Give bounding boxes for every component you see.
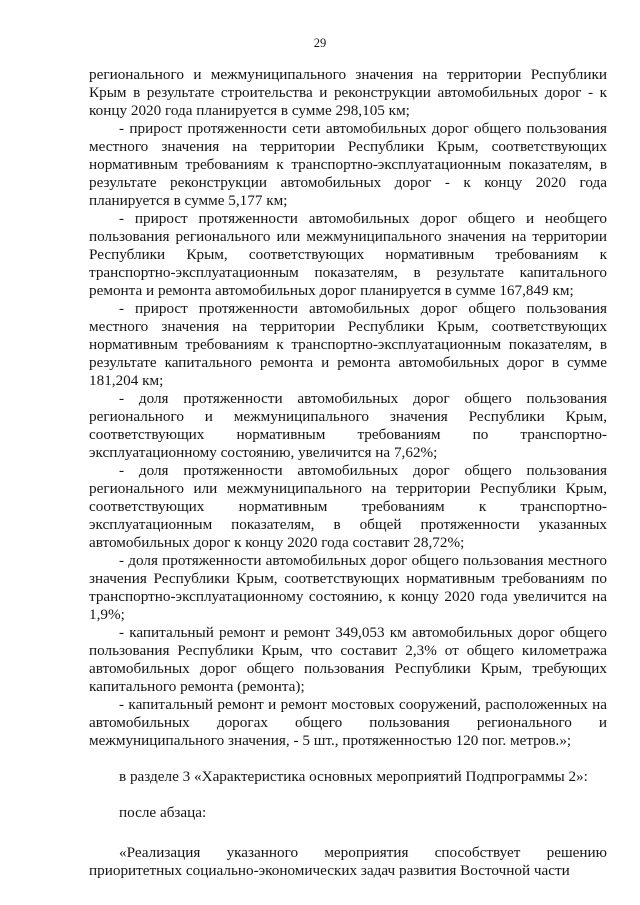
list-item-bridge-repair: - капитальный ремонт и ремонт мостовых сооружений, расположенных на автомобильных дорогах общего пользования регионального и межмуниципального значения, - 5 шт., протяженностью 120 пог. метров.»;	[89, 696, 607, 749]
list-item-local-share: - доля протяженности автомобильных дорог общего пользования местного значения Республики Крым, соответствующих нормативным требованиям по транспортно-эксплуатационному состоянию, к концу 2020 года увеличится на 1,9%;	[89, 552, 607, 623]
page-number: 29	[313, 36, 327, 50]
list-item-road-repair: - капитальный ремонт и ремонт 349,053 км автомобильных дорог общего пользования Республики Крым, что составит 2,3% от общего километража автомобильных дорог общего пользования Республики Крым, требующих капитального ремонта (ремонта);	[89, 624, 607, 695]
list-item-local-repair: - прирост протяженности автомобильных дорог общего пользования местного значения на территории Республики Крым, соответствующих нормативным требованиям к транспортно-эксплуатационным показателям, в результате капитального ремонта и ремонта автомобильных дорог в сумме 181,204 км;	[89, 300, 607, 389]
list-item-regional-share: - доля протяженности автомобильных дорог общего пользования регионального и межмуниципального значения Республики Крым, соответствующих нормативным требованиям по транспортно-эксплуатационному состоянию, увеличится на 7,62%;	[89, 390, 607, 461]
paragraph-continuation: регионального и межмуниципального значения на территории Республики Крым в результате строительства и реконструкции автомобильных дорог - к концу 2020 года планируется в сумме 298,105 км;	[89, 66, 607, 119]
after-paragraph-note: после абзаца:	[119, 804, 207, 821]
document-body	[89, 66, 607, 880]
list-item-regional-repair: - прирост протяженности автомобильных дорог общего и необщего пользования регионального или межмуниципального значения на территории Республики Крым, соответствующих нормативным требованиям к транспортно-эксплуатационным показателям, в результате капитального ремонта и ремонта автомобильных дорог планируется в сумме 167,849 км;	[89, 210, 607, 299]
section-note: в разделе 3 «Характеристика основных мероприятий Подпрограммы 2»:	[119, 768, 588, 785]
quote-start: «Реализация указанного мероприятия способствует решению приоритетных социально-экономических задач развития Восточной части	[89, 844, 607, 879]
list-item-local-reconstruction: - прирост протяженности сети автомобильных дорог общего пользования местного значения на территории Республики Крым, соответствующих нормативным требованиям к транспортно-эксплуатационным показателям, в результате реконструкции автомобильных дорог - к концу 2020 года планируется в сумме 5,177 км;	[89, 120, 607, 209]
list-item-regional-total-share: - доля протяженности автомобильных дорог общего пользования регионального или межмуниципального на территории Республики Крым, соответствующих нормативным требованиям к транспортно-эксплуатационным показателям, в общей протяженности указанных автомобильных дорог к концу 2020 года составит 28,72%;	[89, 462, 607, 551]
